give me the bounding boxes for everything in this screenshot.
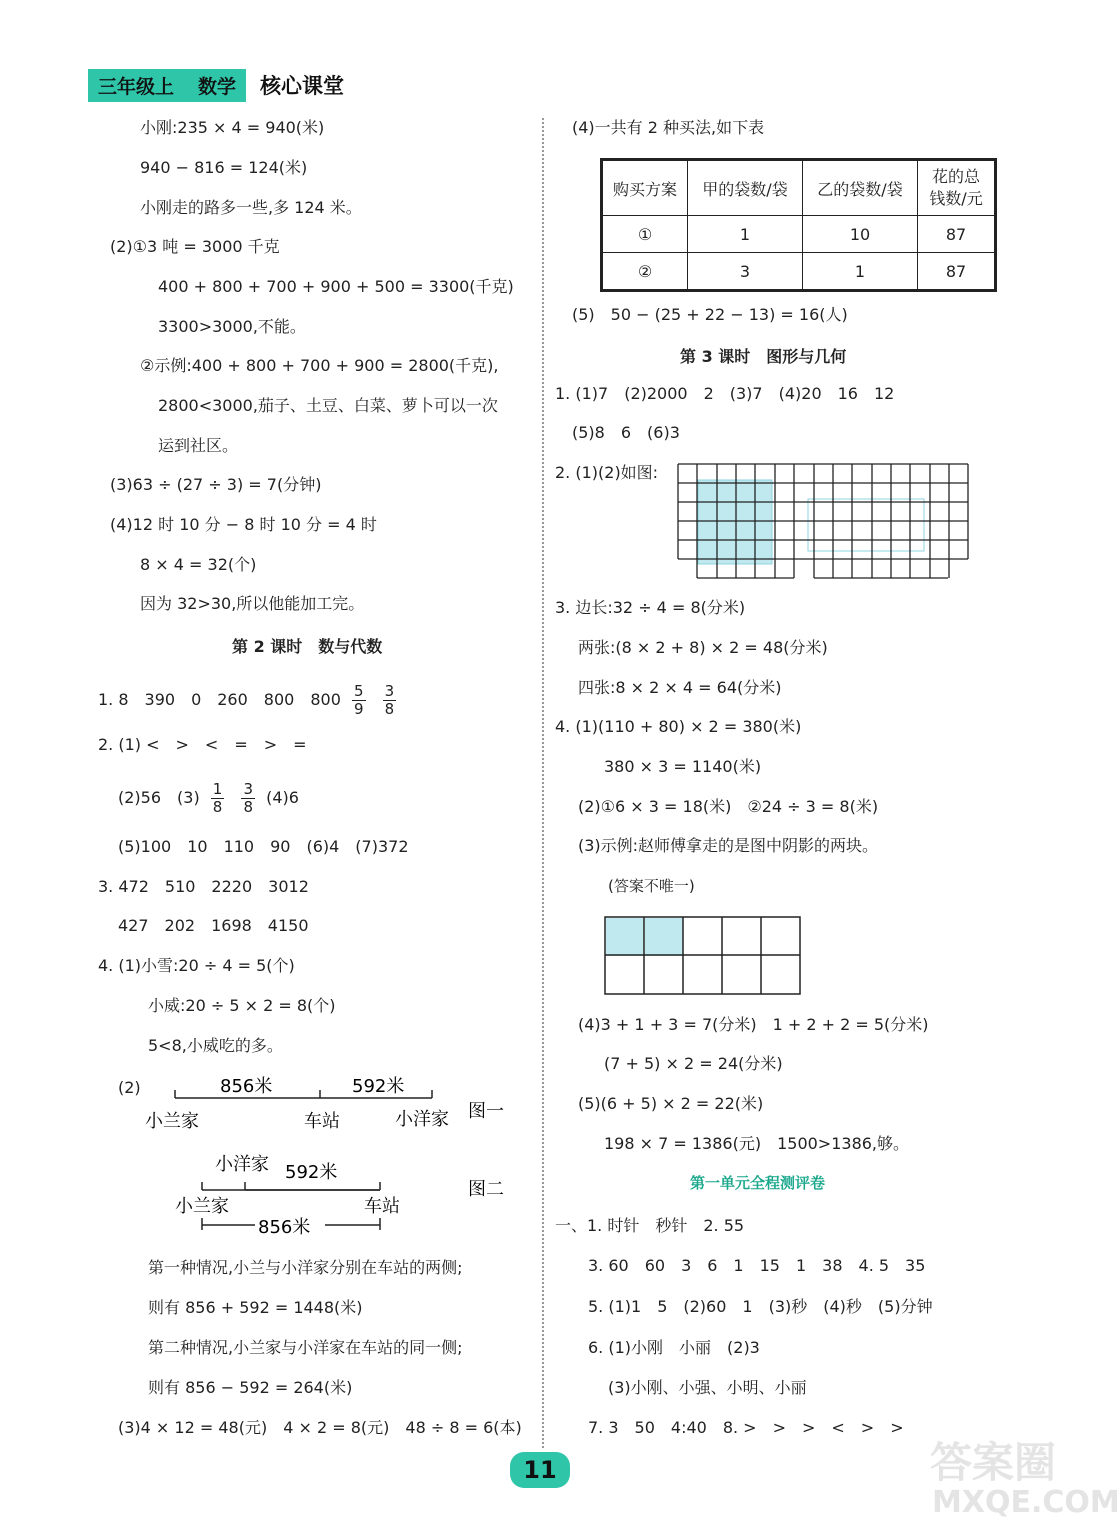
answer-line: (4)3 + 1 + 3 = 7(分米) 1 + 2 + 2 = 5(分米): [578, 1015, 929, 1034]
grade-subject-badge: [88, 69, 246, 102]
diagram-place-label: 车站: [304, 1111, 340, 1132]
answer-line: 因为 32>30,所以他能加工完。: [140, 594, 365, 613]
answer-line: 运到社区。: [158, 436, 239, 455]
column-divider: [542, 118, 544, 1448]
table-row: [602, 253, 996, 291]
answer-line: 6. (1)小刚 小丽 (2)3: [588, 1338, 760, 1357]
answer-line: (3)小刚、小强、小明、小丽: [608, 1378, 807, 1397]
diagram-length-label: 592米: [285, 1162, 338, 1183]
answer-line: (3)63 ÷ (27 ÷ 3) = 7(分钟): [110, 475, 322, 494]
answer-line: 两张:(8 × 2 + 8) × 2 = 48(分米): [578, 638, 828, 657]
watermark-url: MXQE.COM: [932, 1485, 1120, 1520]
section-title-lesson2: 第 2 课时 数与代数: [232, 637, 383, 656]
answer-line: (2): [118, 1078, 141, 1097]
table-cell: 87: [918, 216, 996, 253]
watermark-logo: 答案圈: [930, 1438, 1057, 1487]
purchase-plan-table: [600, 158, 997, 292]
diagram-place-label: 小兰家: [175, 1196, 229, 1217]
q1-text: 1. 8 390 0 260 800 800: [98, 690, 341, 709]
table-row: [602, 216, 996, 253]
answer-line: 第二种情况,小兰家与小洋家在车站的同一侧;: [148, 1338, 463, 1357]
answer-line: 3. 60 60 3 6 1 15 1 38 4. 5 35: [588, 1256, 926, 1275]
answer-line: (2)①6 × 3 = 18(米) ②24 ÷ 3 = 8(米): [578, 797, 879, 816]
diagram-place-label: 小洋家: [215, 1154, 269, 1175]
diagram-place-label: 车站: [364, 1196, 400, 1217]
diagram-place-label: 小洋家: [395, 1109, 449, 1130]
answer-line: 5<8,小威吃的多。: [148, 1036, 283, 1055]
answer-line: (4)一共有 2 种买法,如下表: [572, 118, 765, 137]
answer-note: (答案不唯一): [608, 877, 695, 895]
answer-line: (7 + 5) × 2 = 24(分米): [604, 1054, 783, 1073]
answer-line: (4)12 时 10 分 − 8 时 10 分 = 4 时: [110, 515, 377, 534]
answer-line: 2. (1) < > < = > =: [98, 735, 307, 754]
page-number: 11: [510, 1452, 570, 1488]
answer-line: 3300>3000,不能。: [158, 317, 306, 336]
diagram-length-label: 592米: [352, 1076, 405, 1097]
diagram-place-label: 小兰家: [145, 1111, 199, 1132]
answer-line: 3. 边长:32 ÷ 4 = 8(分米): [555, 598, 746, 617]
answer-line: (5)(6 + 5) × 2 = 22(米): [578, 1094, 764, 1113]
answer-line: 第一种情况,小兰与小洋家分别在车站的两侧;: [148, 1258, 463, 1277]
diagram-figure-label: 图一: [468, 1101, 504, 1122]
fraction: $\frac{1}{8}$: [212, 780, 223, 816]
answer-line: 四张:8 × 2 × 4 = 64(分米): [578, 678, 782, 697]
answer-line: 3. 472 510 2220 3012: [98, 877, 309, 896]
answer-line: 5. (1)1 5 (2)60 1 (3)秒 (4)秒 (5)分钟: [588, 1297, 933, 1316]
answer-line: 4. (1)(110 + 80) × 2 = 380(米): [555, 717, 802, 736]
answer-line: (3)4 × 12 = 48(元) 4 × 2 = 8(元) 48 ÷ 8 = 6(本): [118, 1418, 522, 1437]
table-cell: ①: [602, 216, 688, 253]
answer-line: ②示例:400 + 800 + 700 + 900 = 2800(千克),: [140, 356, 499, 375]
table-header-cell: 乙的袋数/袋: [803, 160, 918, 216]
answer-line: (5)100 10 110 90 (6)4 (7)372: [118, 837, 409, 856]
answer-line: 小刚走的路多一些,多 124 米。: [140, 198, 362, 217]
distance-diagram-2: [140, 1150, 520, 1242]
answer-line: 一、1. 时针 秒针 2. 55: [555, 1216, 745, 1235]
shaded-grid-figure: [604, 916, 804, 998]
table-header-cell: 甲的袋数/袋: [688, 160, 803, 216]
answer-line: (5)8 6 (6)3: [572, 423, 680, 442]
answer-line: 8 × 4 = 32(个): [140, 555, 257, 574]
answer-line: (2)①3 吨 = 3000 千克: [110, 237, 280, 256]
answer-line: 1. (1)7 (2)2000 2 (3)7 (4)20 16 12: [555, 384, 895, 403]
section-title-unit-test: 第一单元全程测评卷: [690, 1174, 826, 1192]
table-header-cell: 购买方案: [602, 160, 688, 216]
shaded-block: [645, 918, 683, 956]
answer-line: 小威:20 ÷ 5 × 2 = 8(个): [148, 996, 336, 1015]
shaded-block: [606, 918, 644, 956]
diagram-figure-label: 图二: [468, 1179, 504, 1200]
answer-line: 940 − 816 = 124(米): [140, 158, 308, 177]
answer-line: 则有 856 + 592 = 1448(米): [148, 1298, 363, 1317]
table-header-row: [602, 160, 996, 216]
answer-line: (3)示例:赵师傅拿走的是图中阴影的两块。: [578, 836, 879, 855]
fraction: $\frac{5}{9}$: [353, 682, 364, 718]
answer-line: 2. (1)(2)如图:: [555, 463, 659, 482]
table-cell: 1: [803, 253, 918, 291]
answer-line: 400 + 800 + 700 + 900 + 500 = 3300(千克): [158, 277, 514, 296]
diagram-length-label: 856米: [258, 1217, 311, 1238]
fraction: $\frac{3}{8}$: [384, 682, 395, 718]
answer-line: 2800<3000,茄子、土豆、白菜、萝卜可以一次: [158, 396, 498, 415]
page-header: [88, 68, 344, 102]
book-title: 核心课堂: [260, 74, 345, 98]
table-cell: 3: [688, 253, 803, 291]
distance-diagram-1: [140, 1070, 520, 1140]
table-header-cell: 花的总 钱数/元: [918, 160, 996, 216]
diagram-length-label: 856米: [220, 1076, 273, 1097]
table-cell: ②: [602, 253, 688, 291]
shaded-region: [698, 480, 772, 564]
answer-line-q1: [98, 680, 402, 720]
grade-label: 三年级上: [98, 75, 175, 98]
answer-line: 则有 856 − 592 = 264(米): [148, 1378, 353, 1397]
answer-line: (5) 50 − (25 + 22 − 13) = 16(人): [572, 305, 848, 324]
fraction: $\frac{3}{8}$: [243, 780, 253, 816]
answer-line: 198 × 7 = 1386(元) 1500>1386,够。: [604, 1134, 910, 1153]
answer-line: 427 202 1698 4150: [118, 916, 309, 935]
subject-label: 数学: [198, 75, 237, 98]
answer-line: 380 × 3 = 1140(米): [604, 757, 762, 776]
section-title-lesson3: 第 3 课时 图形与几何: [680, 347, 847, 366]
grid-figure: [678, 464, 972, 582]
table-cell: 87: [918, 253, 996, 291]
answer-line-q2b: (2)56 (3) $\frac{1}{8}$ $\frac{3}{8}$ (4)6: [118, 780, 299, 816]
answer-line: 小刚:235 × 4 = 940(米): [140, 118, 325, 137]
table-cell: 1: [688, 216, 803, 253]
table-cell: 10: [803, 216, 918, 253]
answer-line: 4. (1)小雪:20 ÷ 4 = 5(个): [98, 956, 295, 975]
answer-line: 7. 3 50 4:40 8. > > > < > >: [588, 1418, 904, 1437]
